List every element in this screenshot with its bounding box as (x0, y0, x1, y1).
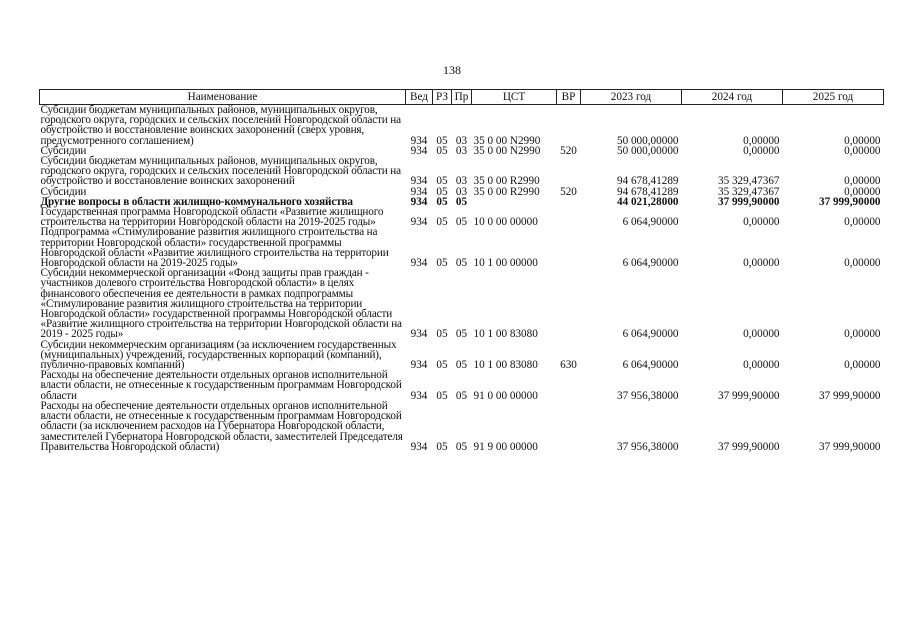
cell-ved: 934 (410, 440, 428, 453)
cell-2023: 6 064,90000 (622, 257, 679, 270)
cell-2023: 6 064,90000 (622, 359, 679, 372)
cell-pr: 03 (455, 144, 468, 157)
table-header (40, 90, 884, 105)
cell-2023: 50 000,00000 (616, 134, 679, 147)
table-row (40, 207, 884, 227)
cell-rz: 05 (436, 175, 448, 188)
cell-ved: 934 (410, 195, 428, 208)
cell-vr (557, 156, 581, 187)
cell-ved: 934 (410, 257, 428, 270)
cell-cst: 10 1 00 83080 (473, 328, 538, 341)
table-row (40, 105, 884, 146)
cell-rz: 05 (436, 257, 448, 270)
cell-2025: 37 999,90000 (818, 195, 881, 208)
cell-cst: 10 1 00 83080 (473, 359, 538, 372)
cell-cst: 35 0 00 N2990 (473, 144, 541, 157)
cell-pr: 03 (455, 185, 468, 198)
cell-name: Расходы на обеспечение деятельности отдельных органов исполнительной власти области, не отнесенные к государственным программам Новгородской области (40, 369, 402, 402)
cell-2025: 37 999,90000 (818, 389, 881, 402)
cell-name: Государственная программа Новгородской области «Развитие жилищного строительства на территории Новгородской области на 2019-2025 годы» (40, 206, 384, 229)
cell-2024: 0,00000 (743, 216, 780, 229)
table-body (40, 105, 884, 452)
cell-cst: 35 0 00 N2990 (473, 134, 541, 147)
cell-vr (557, 227, 581, 268)
cell-2023: 94 678,41289 (616, 175, 679, 188)
table-row (40, 156, 884, 187)
cell-2025: 0,00000 (844, 216, 881, 229)
cell-cst (472, 197, 557, 207)
table-row (40, 401, 884, 452)
cell-cst: 10 0 00 00000 (473, 216, 538, 229)
cell-ved: 934 (410, 134, 428, 147)
cell-rz: 05 (436, 185, 448, 198)
cell-2025: 37 999,90000 (818, 440, 881, 453)
cell-ved: 934 (410, 185, 428, 198)
cell-rz: 05 (436, 328, 448, 341)
cell-2025: 0,00000 (844, 359, 881, 372)
cell-2024: 35 329,47367 (717, 185, 780, 198)
cell-pr: 03 (455, 175, 468, 188)
cell-vr (557, 401, 581, 452)
cell-name: Субсидии некоммерческой организации «Фонд защиты прав граждан - участников долевого строительства Новгородской области» в целях финансового обеспечения ее деятельности в рамках подпрограммы «Стимулирование развития жилищного строительства на территории Новгородской области» государственной программы Новгородской области «Развитие жилищного строительства на территории Новгородской области на 2019 - 2025 годы» (40, 267, 402, 341)
cell-2023: 37 956,38000 (616, 389, 679, 402)
cell-vr: 520 (560, 185, 577, 198)
cell-2025: 0,00000 (844, 175, 881, 188)
cell-2024: 0,00000 (743, 144, 780, 157)
cell-rz: 05 (436, 440, 448, 453)
cell-name: Субсидии (40, 144, 87, 157)
cell-rz: 05 (436, 389, 448, 402)
cell-pr: 05 (455, 389, 468, 402)
cell-2024: 37 999,90000 (717, 389, 780, 402)
col-header-2024: 2024 год (682, 90, 783, 105)
cell-pr: 05 (455, 195, 468, 208)
cell-rz: 05 (436, 359, 448, 372)
table-row (40, 268, 884, 339)
cell-2023: 50 000,00000 (616, 144, 679, 157)
cell-2023: 94 678,41289 (616, 185, 679, 198)
cell-cst: 35 0 00 R2990 (473, 185, 540, 198)
cell-pr: 05 (455, 328, 468, 341)
cell-vr (557, 105, 581, 146)
cell-name: Субсидии бюджетам муниципальных районов, муниципальных округов, городского округа, городских и сельских поселений Новгородской области на обустройство и восстановление воинских захоронений (сверх уровня, предусмотренного соглашением) (40, 104, 401, 147)
cell-name: Субсидии некоммерческим организациям (за исключением государственных (муниципальных) учреждений, государственных корпораций (компаний), публично-правовых компаний) (40, 338, 397, 372)
cell-ved: 934 (410, 328, 428, 341)
cell-ved: 934 (410, 389, 428, 402)
cell-ved: 934 (410, 144, 428, 157)
cell-ved: 934 (410, 216, 428, 229)
page-number: 138 (443, 63, 461, 77)
cell-2025: 0,00000 (844, 144, 881, 157)
cell-cst: 10 1 00 00000 (473, 257, 538, 270)
col-header-name: Наименование (40, 90, 406, 105)
cell-2024: 37 999,90000 (717, 440, 780, 453)
cell-2023: 6 064,90000 (622, 216, 679, 229)
cell-pr: 03 (455, 134, 468, 147)
cell-vr: 520 (560, 144, 577, 157)
cell-2025: 0,00000 (844, 185, 881, 198)
table-row (40, 340, 884, 371)
cell-2023: 37 956,38000 (616, 440, 679, 453)
col-header-pr: Пр (452, 90, 472, 105)
cell-2025: 0,00000 (844, 134, 881, 147)
cell-2024: 35 329,47367 (717, 175, 780, 188)
cell-2025: 0,00000 (844, 257, 881, 270)
cell-ved: 934 (410, 359, 428, 372)
cell-2023: 6 064,90000 (622, 328, 679, 341)
col-header-ved: Вед (406, 90, 433, 105)
cell-2025: 0,00000 (844, 328, 881, 341)
col-header-vr: ВР (557, 90, 581, 105)
cell-2024: 0,00000 (743, 134, 780, 147)
table-row (40, 227, 884, 268)
cell-2024: 0,00000 (743, 257, 780, 270)
cell-rz: 05 (436, 144, 448, 157)
cell-pr: 05 (455, 359, 468, 372)
cell-vr (557, 207, 581, 227)
budget-table (39, 89, 884, 452)
cell-2024: 37 999,90000 (717, 195, 780, 208)
table-row (40, 370, 884, 401)
cell-2024: 0,00000 (743, 359, 780, 372)
col-header-2025: 2025 год (783, 90, 884, 105)
col-header-2023: 2023 год (581, 90, 682, 105)
cell-vr: 630 (560, 359, 577, 372)
cell-rz: 05 (436, 195, 448, 208)
cell-ved: 934 (410, 175, 428, 188)
cell-cst: 91 0 00 00000 (473, 389, 538, 402)
col-header-cst: ЦСТ (472, 90, 557, 105)
cell-pr: 05 (455, 216, 468, 229)
cell-vr (557, 197, 581, 207)
cell-vr (557, 268, 581, 339)
cell-name: Расходы на обеспечение деятельности отдельных органов исполнительной власти области, не отнесенные к государственным программам Новгородской области (за исключением расходов на Губернатора Новгородской области, заместителей Губернатора Новгородской области, заместителей Председателя Правительства Новгородской области) (40, 399, 403, 453)
cell-name: Субсидии бюджетам муниципальных районов, муниципальных округов, городского округа, городских и сельских поселений Новгородской области на обустройство и восстановление воинских захоронений (40, 155, 401, 188)
cell-cst: 35 0 00 R2990 (473, 175, 540, 188)
cell-vr (557, 370, 581, 401)
cell-pr: 05 (455, 257, 468, 270)
cell-rz: 05 (436, 134, 448, 147)
cell-rz: 05 (436, 216, 448, 229)
cell-name: Другие вопросы в области жилищно-коммунального хозяйства (40, 195, 353, 208)
cell-name: Подпрограмма «Стимулирование развития жилищного строительства на территории Новгородской области» государственной программы Новгородской области «Развитие жилищного строительства на территории Новгородской области на 2019-2025 годы» (40, 226, 389, 270)
col-header-rz: РЗ (433, 90, 452, 105)
cell-cst: 91 9 00 00000 (473, 440, 538, 453)
cell-name: Субсидии (40, 185, 87, 198)
cell-2024: 0,00000 (743, 328, 780, 341)
cell-2023: 44 021,28000 (616, 195, 679, 208)
cell-pr: 05 (455, 440, 468, 453)
